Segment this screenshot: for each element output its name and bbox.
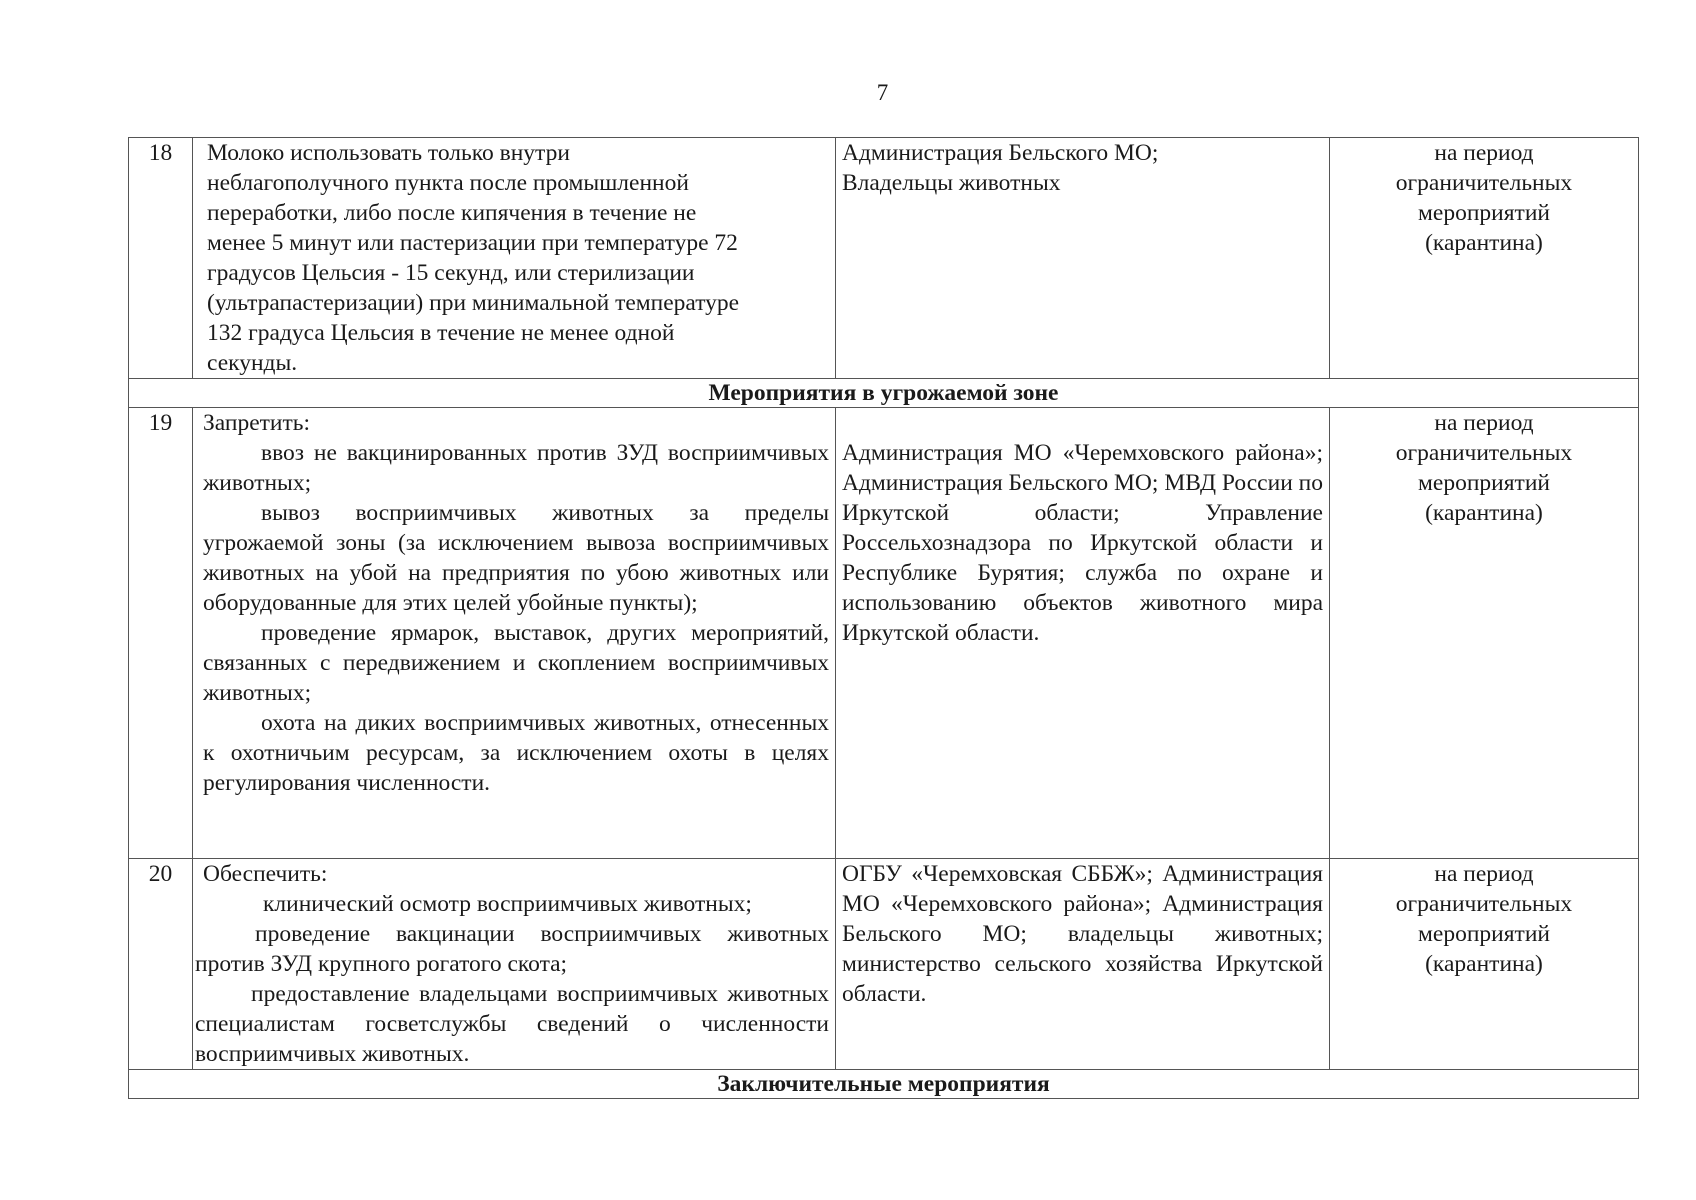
action-item: вывоз восприимчивых животных за пределы угрожаемой зоны (за исключением вывоза восприимчивых животных на убой на предприятия по убою животных или оборудованные для этих целей убойные пункты);	[203, 500, 829, 616]
action-item: охота на диких восприимчивых животных, отнесенных к охотничьим ресурсам, за исключением охоты в целях регулирования численности.	[203, 710, 829, 796]
responsible-cell	[836, 408, 1330, 859]
row-number: 20	[129, 859, 193, 1070]
term-line: мероприятий	[1418, 200, 1550, 226]
action-line: менее 5 минут или пастеризации при температуре 72	[207, 230, 738, 256]
term-line: (карантина)	[1425, 951, 1543, 977]
term-line: на период	[1434, 861, 1534, 887]
term-cell	[1330, 408, 1639, 859]
responsible-line: Администрация Бельского МО;	[842, 140, 1159, 166]
action-line: градусов Цельсия - 15 секунд, или стерилизации	[207, 260, 695, 286]
table-row	[129, 408, 1639, 859]
term-line: (карантина)	[1425, 230, 1543, 256]
term-line: ограничительных	[1395, 170, 1573, 196]
term-line: ограничительных	[1395, 440, 1573, 466]
action-heading: Обеспечить:	[203, 861, 328, 887]
term-line: (карантина)	[1425, 500, 1543, 526]
section-row	[129, 379, 1639, 408]
responsible-line: Владельцы животных	[842, 170, 1061, 196]
action-line: переработки, либо после кипячения в течение не	[207, 200, 697, 226]
action-line: (ультрапастеризации) при минимальной температуре	[207, 290, 740, 316]
action-line: 132 градуса Цельсия в течение не менее одной	[207, 320, 675, 346]
action-cell	[193, 138, 836, 379]
responsible-text: ОГБУ «Черемховская СББЖ»; Администрация МО «Черемховского района»; Администрация Бельского МО; владельцы животных; министерство сельского хозяйства Иркутской области.	[842, 861, 1323, 1007]
action-item: ввоз не вакцинированных против ЗУД восприимчивых животных;	[203, 440, 829, 496]
action-line: Молоко использовать только внутри	[207, 140, 570, 166]
action-cell	[193, 859, 836, 1070]
term-line: ограничительных	[1395, 891, 1573, 917]
page-number: 7	[876, 80, 889, 105]
section-heading: Заключительные мероприятия	[129, 1070, 1639, 1099]
measures-table	[128, 137, 1639, 1099]
term-line: на период	[1434, 140, 1534, 166]
row-number: 19	[129, 408, 193, 859]
term-cell	[1330, 859, 1639, 1070]
term-cell	[1330, 138, 1639, 379]
responsible-cell	[836, 859, 1330, 1070]
term-line: мероприятий	[1418, 470, 1550, 496]
section-heading: Мероприятия в угрожаемой зоне	[129, 379, 1639, 408]
section-row	[129, 1070, 1639, 1099]
row-number: 18	[129, 138, 193, 379]
term-line: мероприятий	[1418, 921, 1550, 947]
action-cell	[193, 408, 836, 859]
action-item: клинический осмотр восприимчивых животных;	[263, 891, 752, 917]
responsible-cell	[836, 138, 1330, 379]
action-item: проведение вакцинации восприимчивых животных против ЗУД крупного рогатого скота;	[195, 921, 829, 977]
action-line: секунды.	[207, 350, 298, 376]
responsible-text: Администрация МО «Черемховского района»; Администрация Бельского МО; МВД России по Иркутской области; Управление Россельхознадзора по Иркутской области и Республике Бурятия; служба по охране и использованию объектов животного мира Иркутской области.	[842, 440, 1323, 646]
action-item: предоставление владельцами восприимчивых животных специалистам госветслужбы сведений о численности восприимчивых животных.	[195, 981, 829, 1067]
action-line: неблагополучного пункта после промышленной	[207, 170, 689, 196]
action-heading: Запретить:	[203, 410, 311, 436]
table-row	[129, 138, 1639, 379]
table-row	[129, 859, 1639, 1070]
term-line: на период	[1434, 410, 1534, 436]
action-item: проведение ярмарок, выставок, других мероприятий, связанных с передвижением и скоплением восприимчивых животных;	[203, 620, 829, 706]
